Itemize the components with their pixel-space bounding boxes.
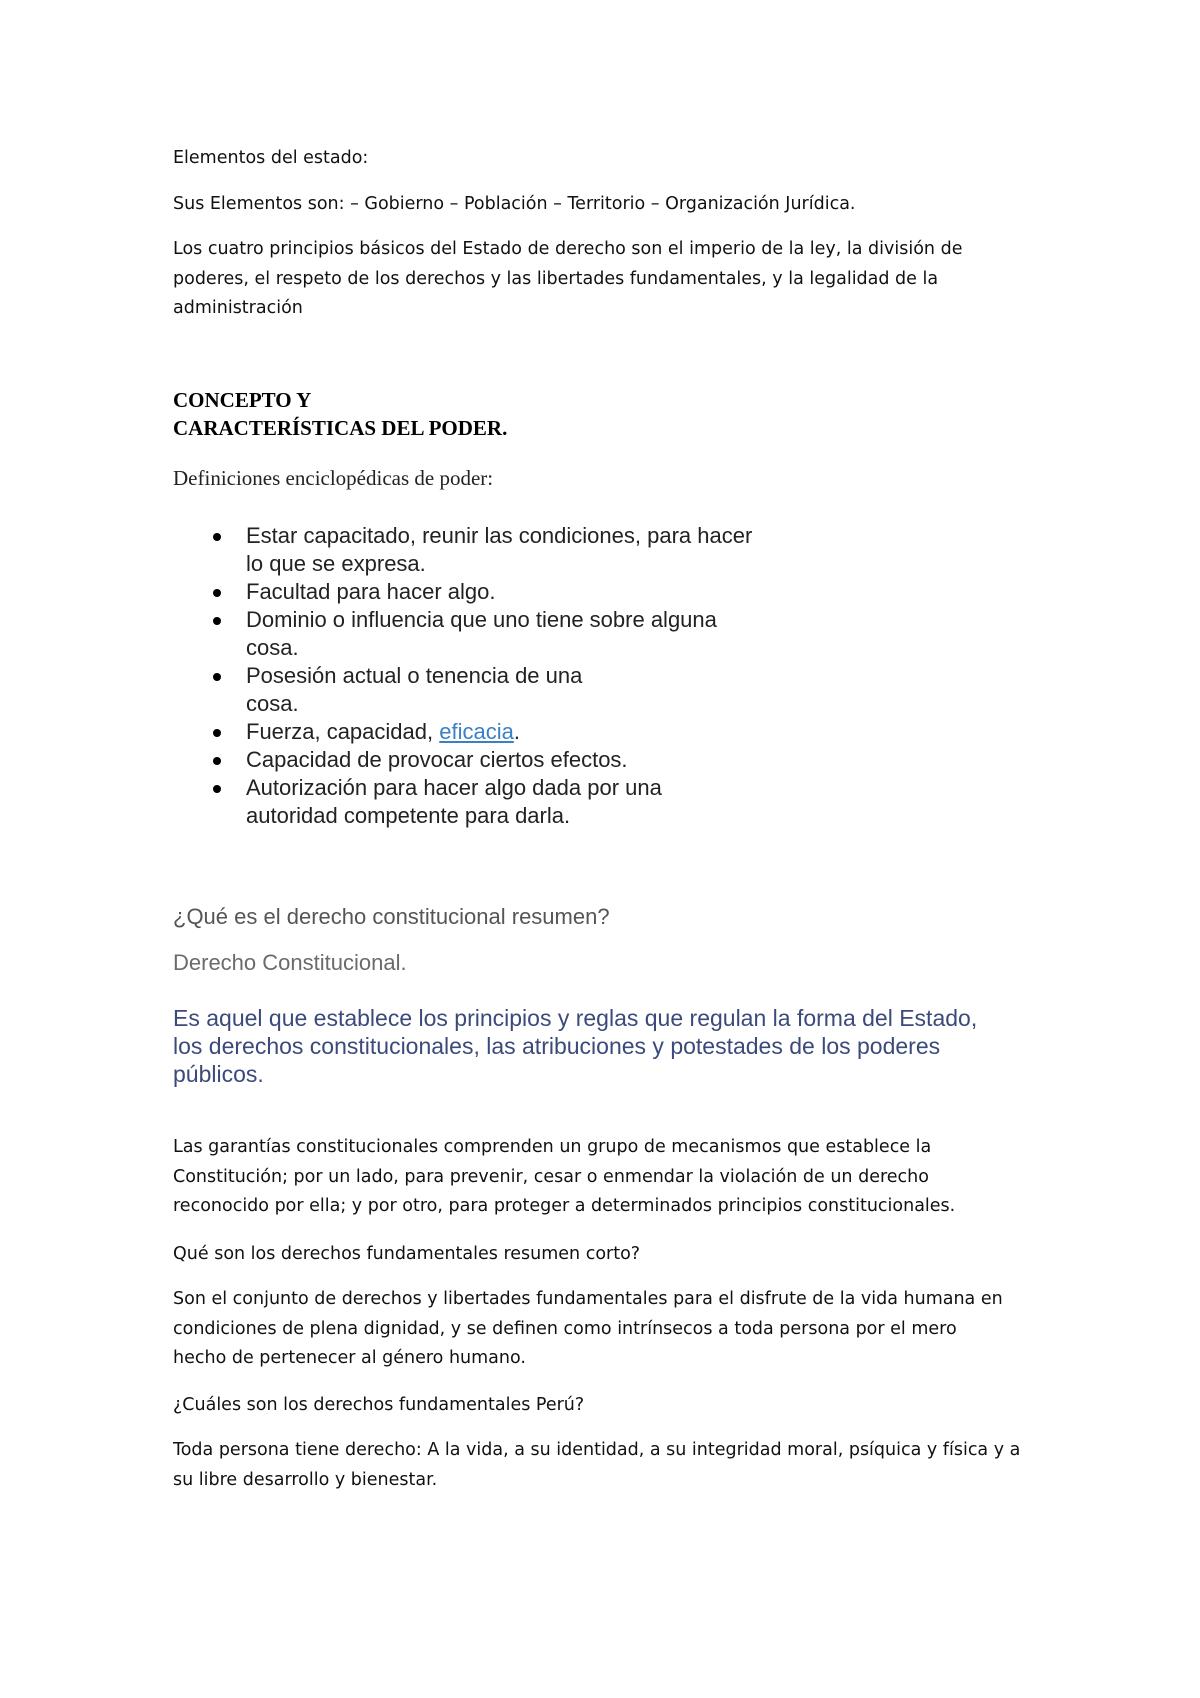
elements-line: Sus Elementos son: – Gobierno – Población – Territorio – Organización Jurídica.: [173, 194, 856, 214]
bullet-icon: [213, 757, 221, 765]
question-fundamental-rights: Qué son los derechos fundamentales resumen corto?: [173, 1244, 641, 1264]
answer-fundamental-rights: [173, 1285, 1073, 1374]
list-item: [206, 606, 752, 662]
bullet-icon: [213, 785, 221, 793]
definition-line: públicos.: [173, 1061, 264, 1087]
heading-elementos: Elementos del estado:: [173, 148, 369, 168]
principles-line: poderes, el respeto de los derechos y las libertades fundamentales, y la legalidad de la: [173, 268, 939, 289]
guarantees-line: Constitución; por un lado, para prevenir, cesar o enmendar la violación de un derecho: [173, 1166, 929, 1187]
list-item-prefix: Fuerza, capacidad,: [246, 719, 440, 744]
guarantees-line: Las garantías constitucionales comprenden un grupo de mecanismos que establece la: [173, 1137, 932, 1157]
title-line: CONCEPTO Y: [173, 388, 312, 412]
constitutional-question: ¿Qué es el derecho constitucional resumen?: [173, 904, 610, 929]
list-item-text: Facultad para hacer algo.: [246, 579, 496, 604]
answer-line: condiciones de plena dignidad, y se definen como intrínsecos a toda persona por el mero: [173, 1318, 957, 1339]
constitutional-definition: [173, 1004, 1053, 1088]
bullet-icon: [213, 589, 221, 597]
question-peru-rights: ¿Cuáles son los derechos fundamentales Perú?: [173, 1395, 585, 1415]
definitions-subtitle: Definiciones enciclopédicas de poder:: [173, 466, 494, 490]
answer-peru-rights: [173, 1436, 1073, 1495]
poder-title: [173, 386, 507, 442]
bullet-icon: [213, 533, 221, 541]
list-item-text: Autorización para hacer algo dada por una: [246, 775, 662, 800]
definitions-list: [206, 522, 752, 830]
principles-line: administración: [173, 298, 303, 318]
list-item-text: autoridad competente para darla.: [246, 803, 571, 828]
definition-line: los derechos constitucionales, las atribuciones y potestades de los poderes: [173, 1033, 941, 1059]
answer-line: Toda persona tiene derecho: A la vida, a su identidad, a su integridad moral, psíquica y física y a: [173, 1440, 1021, 1460]
answer-line: Son el conjunto de derechos y libertades fundamentales para el disfrute de la vida humana en: [173, 1289, 1003, 1309]
list-item: [206, 718, 752, 746]
guarantees-line: reconocido por ella; y por otro, para proteger a determinados principios constitucionales.: [173, 1196, 956, 1216]
list-item: [206, 662, 752, 718]
principles-paragraph: [173, 235, 1053, 324]
list-item-text: Capacidad de provocar ciertos efectos.: [246, 747, 628, 772]
list-item-text: lo que se expresa.: [246, 551, 426, 576]
eficacia-link[interactable]: eficacia: [439, 719, 514, 744]
answer-line: hecho de pertenecer al género humano.: [173, 1348, 526, 1368]
list-item-text: cosa.: [246, 691, 299, 716]
title-line: CARACTERÍSTICAS DEL PODER.: [173, 416, 508, 440]
answer-line: su libre desarrollo y bienestar.: [173, 1469, 438, 1490]
bullet-icon: [213, 617, 221, 625]
definition-line: Es aquel que establece los principios y reglas que regulan la forma del Estado,: [173, 1005, 978, 1031]
list-item-text: Estar capacitado, reunir las condiciones, para hacer: [246, 523, 753, 548]
bullet-icon: [213, 729, 221, 737]
list-item: [206, 774, 752, 830]
bullet-icon: [213, 673, 221, 681]
list-item-text: Posesión actual o tenencia de una: [246, 663, 583, 688]
list-item-text: [246, 718, 752, 746]
list-item: [206, 746, 752, 774]
list-item: [206, 522, 752, 578]
guarantees-paragraph: [173, 1133, 1073, 1222]
list-item-text: cosa.: [246, 635, 299, 660]
list-item: [206, 578, 752, 606]
list-item-text: Dominio o influencia que uno tiene sobre alguna: [246, 607, 717, 632]
principles-line: Los cuatro principios básicos del Estado de derecho son el imperio de la ley, la división de: [173, 239, 963, 259]
constitutional-subheading: Derecho Constitucional.: [173, 950, 407, 975]
list-item-suffix: .: [513, 719, 520, 744]
